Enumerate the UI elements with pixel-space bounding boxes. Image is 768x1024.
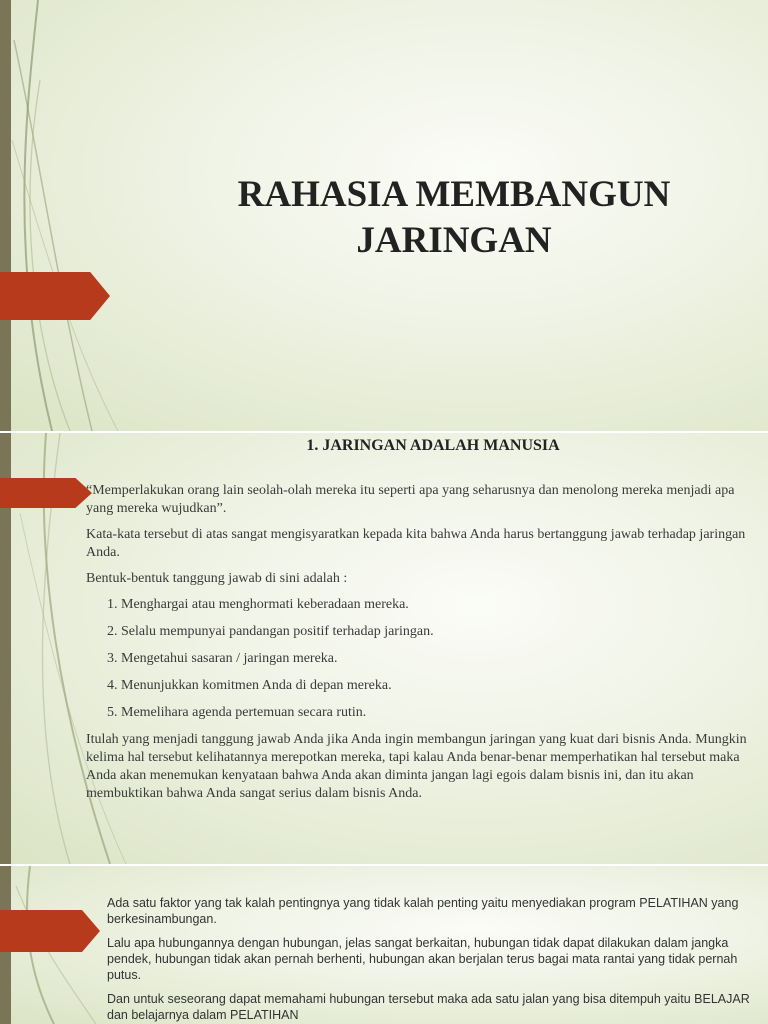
content-slide-pelatihan (0, 866, 768, 1024)
swirl-decoration (0, 0, 140, 431)
slide-body (86, 482, 756, 811)
list-item (86, 623, 756, 641)
bullet-icon (86, 677, 107, 695)
body-paragraph: Dan untuk seseorang dapat memahami hubungan tersebut maka ada satu jalan yang bisa ditempuh yaitu BELAJAR dan belajarnya dalam PELATIHAN (107, 992, 750, 1022)
bullet-icon (86, 623, 107, 641)
title-slide (0, 0, 768, 431)
body-paragraph: Kata-kata tersebut di atas sangat mengisyaratkan kepada kita bahwa Anda harus bertanggung jawab terhadap jaringan Anda. (86, 527, 746, 560)
list-item-text: 1. Menghargai atau menghormati keberadaan mereka. (107, 597, 409, 612)
list-item-text: 5. Memelihara agenda pertemuan secara rutin. (107, 705, 367, 720)
content-slide-jaringan (0, 433, 768, 864)
responsibility-list (86, 596, 756, 722)
title-line-1: RAHASIA MEMBANGUN (237, 174, 671, 215)
list-item-text: 4. Menunjukkan komitmen Anda di depan mereka. (107, 678, 392, 693)
accent-arrow-tab (0, 478, 92, 508)
list-item-text: 3. Mengetahui sasaran / jaringan mereka. (107, 651, 338, 666)
title-line-2: JARINGAN (356, 220, 552, 261)
section-heading: 1. JARINGAN ADALAH MANUSIA (306, 437, 560, 454)
body-paragraph: Bentuk-bentuk tanggung jawab di sini adalah : (86, 571, 348, 586)
body-paragraph: Ada satu faktor yang tak kalah pentingnya yang tidak kalah penting yaitu menyediakan program PELATIHAN yang berkesinambungan. (107, 896, 739, 926)
list-item (86, 650, 756, 668)
list-item (86, 677, 756, 695)
body-paragraph: Lalu apa hubungannya dengan hubungan, jelas sangat berkaitan, hubungan tidak dapat dilakukan dalam jangka pendek, hubungan tidak akan pernah berhenti, hubungan akan berjalan terus bagai mata rantai yang tidak pernah putus. (107, 936, 738, 982)
bullet-icon (86, 596, 107, 614)
body-paragraph: Itulah yang menjadi tanggung jawab Anda jika Anda ingin membangun jaringan yang kuat dari bisnis Anda. Mungkin kelima hal tersebut kelihatannya merepotkan mereka, tapi kalau Anda benar-benar memperhatikan hal tersebut maka Anda akan menemukan kenyataan bahwa Anda akan diminta jangan lagi egois dalam bisnis ini, dan itu akan membuktikan bahwa Anda sangat serius dalam bisnis Anda. (86, 732, 747, 801)
list-item-text: 2. Selalu mempunyai pandangan positif terhadap jaringan. (107, 624, 434, 639)
bullet-icon (86, 704, 107, 722)
slide-body (107, 895, 762, 1024)
accent-arrow-tab (0, 272, 110, 320)
bullet-icon (86, 650, 107, 668)
accent-arrow-tab (0, 910, 100, 952)
list-item (86, 596, 756, 614)
slide-title (180, 172, 728, 264)
list-item (86, 704, 756, 722)
quote-paragraph: “Memperlakukan orang lain seolah-olah mereka itu seperti apa yang seharusnya dan menolong mereka menjadi apa yang mereka wujudkan”. (86, 483, 735, 516)
